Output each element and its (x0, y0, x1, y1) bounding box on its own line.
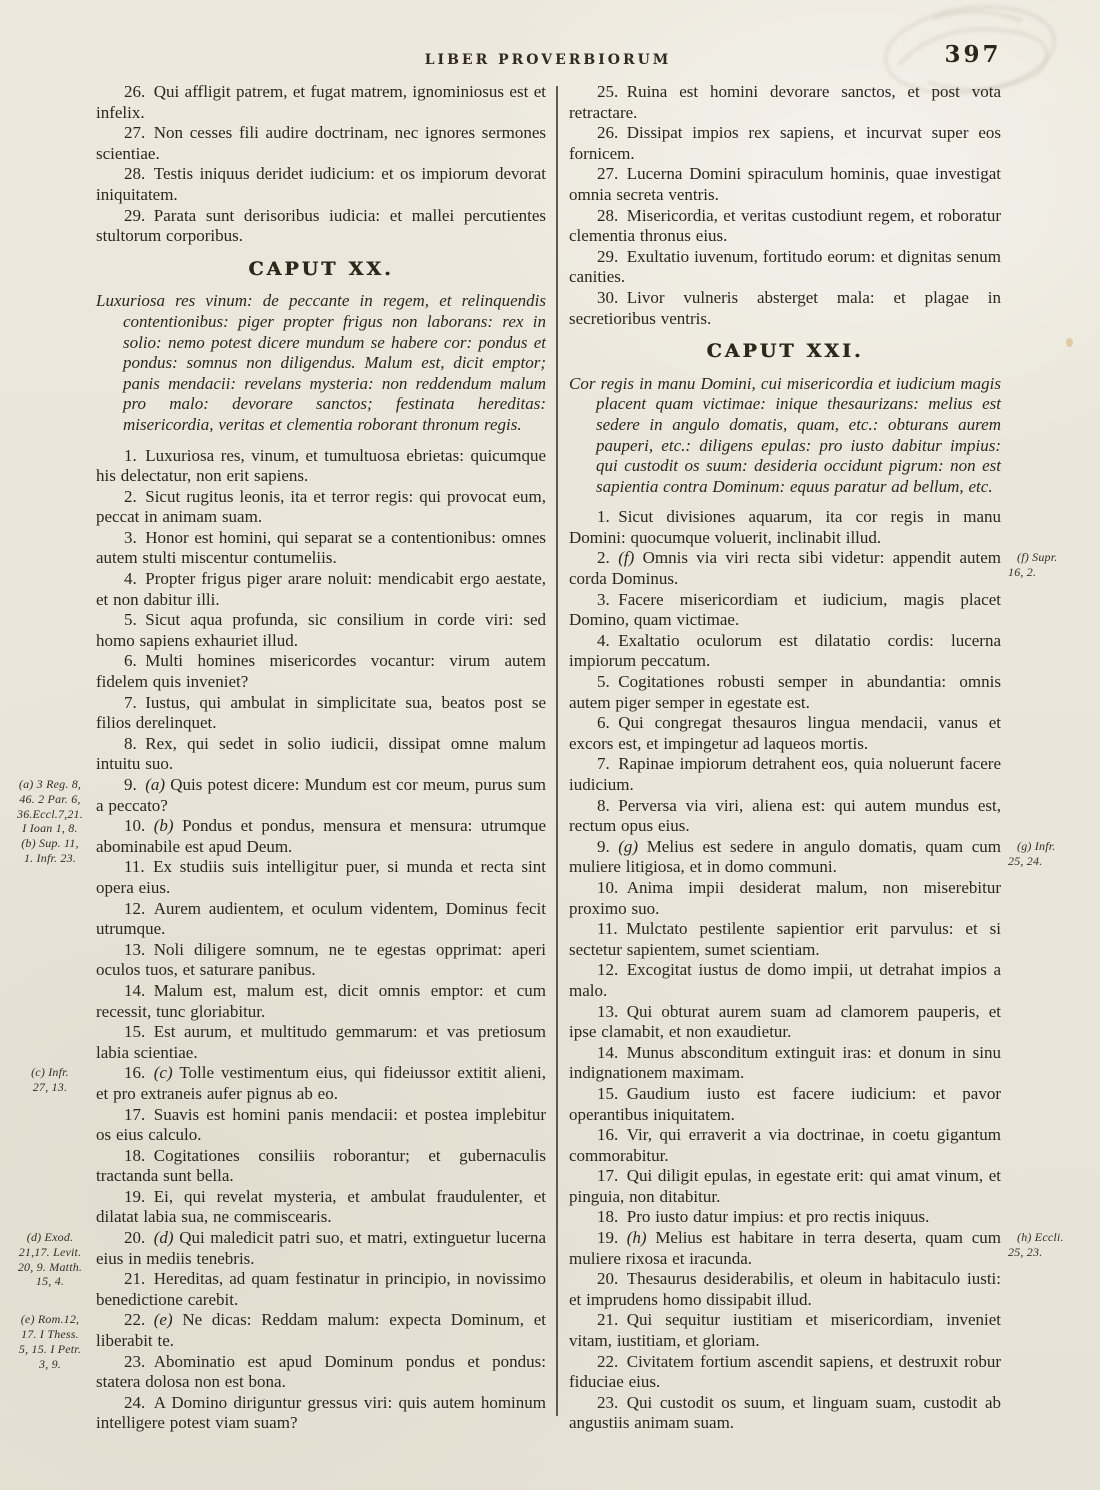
verse: 19. Ei, qui revelat mysteria, et ambulat fraudulenter, et dilatat labia sua, ne commiscearis. (96, 1186, 546, 1227)
verse: 12. Excogitat iustus de domo impii, ut detrahat impios a malo. (569, 960, 1001, 1000)
verse: 6. Qui congregat thesauros lingua mendacii, vanus et excors est, et impingetur ad laqueos mortis. (569, 713, 1001, 753)
paper-speck (1066, 338, 1073, 347)
verse: 7. Iustus, qui ambulat in simplicitate sua, beatos post se filios derelinquet. (96, 692, 546, 733)
verse: 15. Gaudium iusto est facere iudicium: et pavor operantibus iniquitatem. (569, 1083, 1001, 1124)
verse: 18. Pro iusto datur impius: et pro rectis iniquus. (597, 1207, 930, 1227)
margin-note (1008, 550, 1094, 580)
verse: 10. Anima impii desiderat malum, non miserebitur proximo suo. (569, 877, 1001, 918)
verse: 16. (c) Tolle vestimentum eius, qui fideiussor extitit alieni, et pro extraneis aufer pignus ab eo. (c) Infr. 27, 13. (96, 1063, 546, 1104)
caput-xx-summary: Luxuriosa res vinum: de peccante in regem, et relinquendis contentionibus: piger propter frigus non laborans: rex in solio: nemo potest dicere mundum se habere cor: pondus et pondus: somnus non diligendus. Malum est, dicit emptor; panis mendacii: revelans mysteria: non reddendum malum pro malo: devorare sanctos; festinata hereditas: misericordia, veritas et clementia roborant thronum regis. (96, 291, 546, 434)
verse: 23. Qui custodit os suum, et linguam suam, custodit ab angustiis animam suam. (569, 1392, 1001, 1433)
verse: 27. Lucerna Domini spiraculum hominis, quae investigat omnia secreta ventris. (569, 164, 1001, 204)
verse-ref-marker: (g) (618, 836, 639, 856)
margin-note-line: (c) Infr. (31, 1065, 69, 1080)
verse-ref-marker: (b) (153, 816, 174, 836)
margin-note (1008, 839, 1094, 869)
margin-note-line: 36.Eccl.7,21. (17, 806, 83, 821)
verse: 9. (g) Melius est sedere in angulo domatis, quam cum muliere litigiosa, et in domo communi. (g) Infr. 25, 24. (569, 837, 1001, 878)
verse: 26. Dissipat impios rex sapiens, et incurvat super eos fornicem. (569, 123, 1001, 163)
margin-note (8, 1230, 92, 1289)
chapter-20-verses (17, 445, 547, 1435)
verse: 8. Rex, qui sedet in solio iudicii, dissipat omne malum intuitu suo. (96, 733, 546, 774)
margin-note-line: (a) 3 Reg. 8, (18, 777, 82, 791)
verse: 18. Cogitationes consiliis roborantur; et gubernaculis tractanda sunt bella. (96, 1145, 546, 1186)
chapter-20-verses-continued (569, 82, 1001, 329)
margin-note-line: 25, 24. (1008, 853, 1043, 868)
verse-ref-marker: (d) (153, 1228, 174, 1248)
margin-note (1008, 1230, 1094, 1260)
margin-note-line: 16, 2. (1008, 565, 1037, 580)
verse-ref-marker: (a) (145, 775, 166, 794)
margin-note-line: 27, 13. (32, 1080, 68, 1095)
margin-note-line: 1. Infr. 23. (23, 850, 77, 865)
verse: 28. Testis iniquus deridet iudicium: et os impiorum devorat iniquitatem. (96, 164, 546, 204)
verse: 11. Ex studiis suis intelligitur puer, si munda et recta sint opera eius. (96, 857, 546, 897)
verse: 30. Livor vulneris absterget mala: et plagae in secretioribus ventris. (569, 287, 1001, 328)
verse: 2. Sicut rugitus leonis, ita et terror regis: qui provocat eum, peccat in animam suam. (96, 486, 546, 527)
margin-note-line: (g) Infr. (1017, 838, 1056, 853)
caput-xxi-summary: Cor regis in manu Domini, cui misericordia et iudicium magis placent quam victimae: inique thesaurizans: melius est sedere in angulo domatis, quam, etc.: obturans aurem pauperi, etc.: diligens epulas: pro iusto dabitur impius: qui custodit os suum: desideria occidunt pigrum: non est sapientia contra Dominum: equus paratur ad bellum, etc. (569, 373, 1001, 496)
margin-note-line: 17. I Thess. (21, 1327, 79, 1342)
margin-note-line: 21,17. Levit. (18, 1244, 82, 1259)
right-column (569, 82, 1064, 1434)
margin-note (8, 777, 92, 866)
verse: 1. Sicut divisiones aquarum, ita cor regis in manu Domini: quocumque voluerit, inclinabit illud. (569, 507, 1001, 547)
verse: 11. Mulctato pestilente sapientior erit parvulus: et si sectetur sapientem, sumet scientiam. (569, 919, 1001, 959)
verse: 12. Aurem audientem, et oculum videntem, Dominus fecit utrumque. (96, 898, 546, 939)
margin-note-line: (e) Rom.12, (20, 1312, 80, 1327)
verse: 13. Noli diligere somnum, ne te egestas opprimat: aperi oculos tuos, et saturare panibus. (96, 939, 546, 980)
verse: 14. Munus absconditum extinguit iras: et donum in sinu indignationem maximam. (569, 1042, 1001, 1083)
running-title: LIBER PROVERBIORUM (424, 52, 672, 68)
verse: 9. (a) Quis potest dicere: Mundum est cor meum, purus sum a peccato? (a) 3 Reg. 8, 46. 2 Par. 6, 36.Eccl.7,21. I Ioan 1, 8. (b) Sup. 11, 1. Infr. 23. (96, 775, 546, 816)
verse: 3. Honor est homini, qui separat se a contentionibus: omnes autem stulti miscentur contumeliis. (96, 527, 546, 568)
verse: 5. Cogitationes robusti semper in abundantia: omnis autem piger semper in egestate est. (569, 672, 1001, 712)
verse: 2. (f) Omnis via viri recta sibi videtur: appendit autem corda Dominus. (f) Supr. 16, 2. (569, 548, 1001, 589)
margin-note-line: 3, 9. (39, 1356, 61, 1371)
caput-xx-heading: CAPUT XX. (248, 257, 394, 280)
verse: 27. Non cesses fili audire doctrinam, nec ignores sermones scientiae. (96, 123, 546, 163)
margin-note-line: (h) Eccli. (1017, 1230, 1064, 1245)
verse: 22. (e) Ne dicas: Reddam malum: expecta Dominum, et liberabit te. (e) Rom.12, 17. I Thess. 5, 15. I Petr. 3, 9. (96, 1310, 546, 1351)
margin-note-line: (f) Supr. (1017, 550, 1058, 565)
verse: 19. (h) Melius est habitare in terra deserta, quam cum muliere rixosa et iracunda. (h) Eccli. 25, 23. (569, 1228, 1001, 1269)
verse: 15. Est aurum, et multitudo gemmarum: et vas pretiosum labia scientiae. (96, 1022, 546, 1062)
verse: 20. (d) Qui maledicit patri suo, et matri, extinguetur lucerna eius in mediis tenebris. (d) Exod. 21,17. Levit. 20, 9. Matth. 15, 4. (96, 1228, 546, 1269)
chapter-19-verses (96, 82, 546, 247)
column-divider (556, 86, 558, 1416)
verse-ref-marker: (h) (626, 1228, 647, 1248)
verse: 21. Hereditas, ad quam festinatur in principio, in novissimo benedictione carebit. (96, 1269, 546, 1309)
verse: 23. Abominatio est apud Dominum pondus et pondus: statera dolosa non est bona. (96, 1351, 546, 1392)
verse: 26. Qui affligit patrem, et fugat matrem, ignominiosus est et infelix. (96, 82, 546, 122)
verse: 25. Ruina est homini devorare sanctos, et post vota retractare. (569, 82, 1001, 122)
verse: 5. Sicut aqua profunda, sic consilium in corde viri: sed homo sapiens exhauriet illud. (96, 610, 546, 650)
verse: 8. Perversa via viri, aliena est: qui autem mundus est, rectum opus eius. (569, 795, 1001, 836)
margin-note (8, 1312, 92, 1371)
verse: 24. A Domino diriguntur gressus viri: quis autem hominum intelligere potest viam suam? (96, 1392, 546, 1433)
verse: 29. Exultatio iuvenum, fortitudo eorum: et dignitas senum canities. (569, 246, 1001, 287)
verse-ref-marker: (f) (618, 548, 635, 568)
margin-note-line: 15, 4. (35, 1274, 65, 1289)
verse: 22. Civitatem fortium ascendit sapiens, et destruxit robur fiduciae eius. (569, 1351, 1001, 1392)
verse: 17. Qui diligit epulas, in egestate erit: qui amat vinum, et pinguia, non ditabitur. (569, 1166, 1001, 1206)
verse: 13. Qui obturat aurem suam ad clamorem pauperis, et ipse clamabit, et non exaudietur. (569, 1001, 1001, 1042)
margin-note-line: 46. 2 Par. 6, (19, 791, 81, 806)
margin-note-line: 5, 15. I Petr. (18, 1342, 82, 1357)
margin-note-line: (b) Sup. 11, (21, 836, 79, 851)
verse: 14. Malum est, malum est, dicit omnis emptor: et cum recessit, tunc gloriabitur. (96, 980, 546, 1021)
margin-note-line: 20, 9. Matth. (17, 1259, 83, 1274)
left-column (17, 82, 547, 1434)
verse: 3. Facere misericordiam et iudicium, magis placet Domino, quam victimae. (569, 589, 1001, 630)
margin-note-line: (d) Exod. (26, 1230, 74, 1245)
margin-note (8, 1065, 92, 1095)
verse: 20. Thesaurus desiderabilis, et oleum in habitaculo iusti: et imprudens homo dissipabit illud. (569, 1269, 1001, 1309)
verse: 10. (b) Pondus et pondus, mensura et mensura: utrumque abominabile est apud Deum. (96, 816, 546, 856)
verse: 6. Multi homines misericordes vocantur: virum autem fidelem quis inveniet? (96, 651, 546, 692)
margin-note-line: 25, 23. (1008, 1244, 1043, 1259)
margin-note-line: I Ioan 1, 8. (22, 821, 78, 836)
page-number: 397 (944, 41, 1002, 68)
verse: 29. Parata sunt derisoribus iudicia: et mallei percutientes stultorum corporibus. (96, 205, 546, 246)
chapter-21-verses (569, 507, 1064, 1434)
verse: 1. Luxuriosa res, vinum, et tumultuosa ebrietas: quicumque his delectatur, non erit sapiens. (96, 445, 546, 486)
verse-ref-marker: (e) (153, 1310, 173, 1330)
verse: 16. Vir, qui erraverit a via doctrinae, in coetu gigantum commorabitur. (569, 1125, 1001, 1165)
verse: 4. Propter frigus piger arare noluit: mendicabit ergo aestate, et non dabitur illi. (96, 569, 546, 609)
verse: 21. Qui sequitur iustitiam et misericordiam, inveniet vitam, iustitiam, et gloriam. (569, 1310, 1001, 1351)
verse: 7. Rapinae impiorum detrahent eos, quia noluerunt facere iudicium. (569, 754, 1001, 794)
caput-xxi-heading: CAPUT XXI. (706, 340, 864, 363)
verse: 17. Suavis est homini panis mendacii: et postea implebitur os eius calculo. (96, 1104, 546, 1145)
verse-ref-marker: (c) (153, 1063, 173, 1083)
verse: 28. Misericordia, et veritas custodiunt regem, et roboratur clementia thronus eius. (569, 205, 1001, 246)
verse: 4. Exaltatio oculorum est dilatatio cordis: lucerna impiorum peccatum. (569, 630, 1001, 671)
